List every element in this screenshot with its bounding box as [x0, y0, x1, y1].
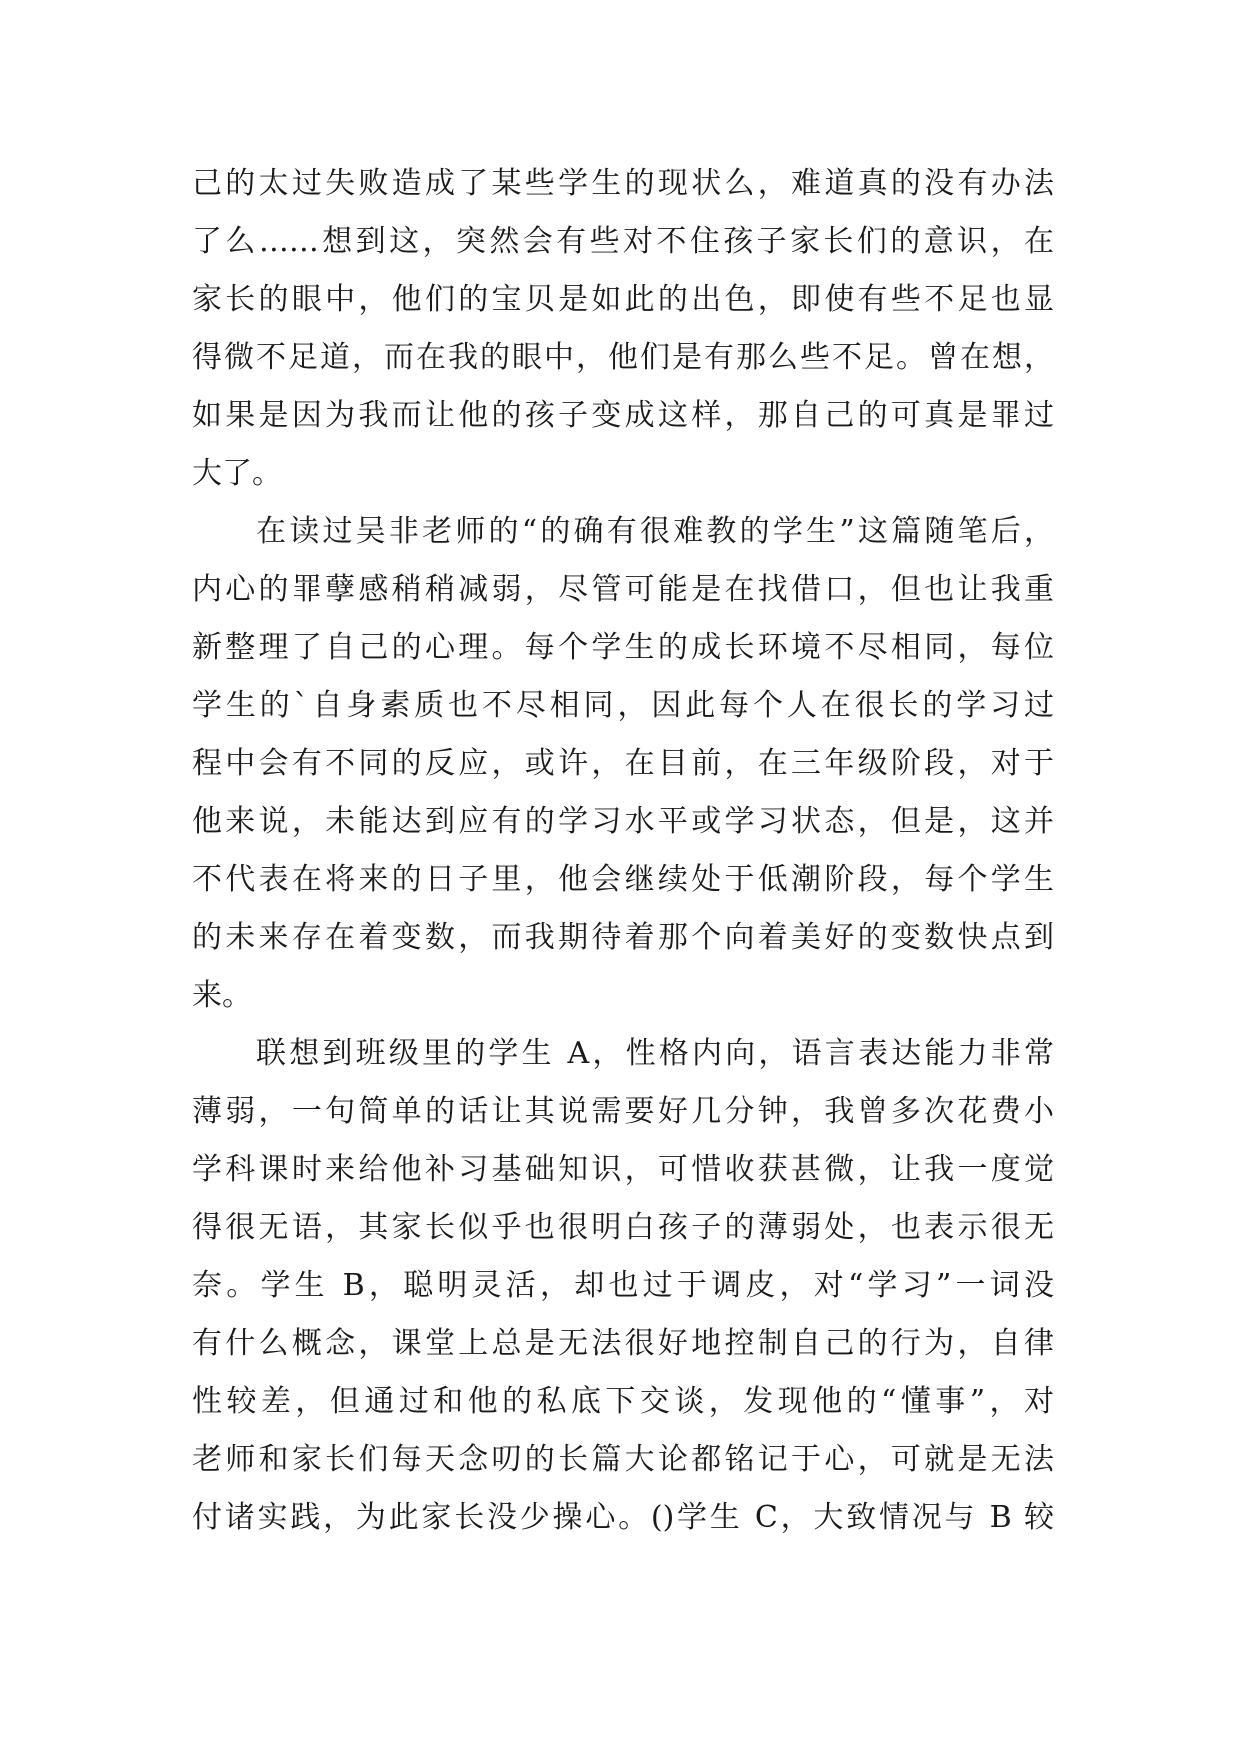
paragraph-1-line-6: 大了。: [192, 456, 282, 491]
document-body: [192, 155, 1054, 1547]
paragraph-3-line-8: 老师和家长们每天念叨的长篇大论都铭记于心，可就是无法: [192, 1442, 1054, 1477]
paragraph-2-line-6: 他来说，未能达到应有的学习水平或学习状态，但是，这并: [192, 804, 1054, 839]
paragraph-3-line-1: 联想到班级里的学生 A，性格内向，语言表达能力非常: [256, 1036, 1054, 1071]
paragraph-3-line-4: 得很无语，其家长似乎也很明白孩子的薄弱处，也表示很无: [192, 1210, 1054, 1245]
paragraph-3-line-9: 付诸实践，为此家长没少操心。()学生 C，大致情况与 B 较: [192, 1500, 1054, 1535]
paragraph-3-line-6: 有什么概念，课堂上总是无法很好地控制自己的行为，自律: [192, 1326, 1054, 1361]
paragraph-1-line-4: 得微不足道，而在我的眼中，他们是有那么些不足。曾在想，: [192, 340, 1054, 375]
paragraph-3-line-5: 奈。学生 B，聪明灵活，却也过于调皮，对“学习”一词没: [192, 1268, 1054, 1303]
paragraph-2-line-9: 来。: [192, 978, 252, 1013]
paragraph-2-line-2: 内心的罪孽感稍稍减弱，尽管可能是在找借口，但也让我重: [192, 572, 1054, 607]
paragraph-2-line-1: 在读过吴非老师的“的确有很难教的学生”这篇随笔后，: [256, 514, 1054, 549]
paragraph-3-line-3: 学科课时来给他补习基础知识，可惜收获甚微，让我一度觉: [192, 1152, 1054, 1187]
paragraph-3-line-7: 性较差，但通过和他的私底下交谈，发现他的“懂事”，对: [192, 1384, 1054, 1419]
paragraph-1-line-1: 己的太过失败造成了某些学生的现状么，难道真的没有办法: [192, 166, 1054, 201]
paragraph-2-line-5: 程中会有不同的反应，或许，在目前，在三年级阶段，对于: [192, 746, 1054, 781]
paragraph-1-line-5: 如果是因为我而让他的孩子变成这样，那自己的可真是罪过: [192, 398, 1054, 433]
paragraph-1-line-3: 家长的眼中，他们的宝贝是如此的出色，即使有些不足也显: [192, 282, 1054, 317]
paragraph-3-line-2: 薄弱，一句简单的话让其说需要好几分钟，我曾多次花费小: [192, 1094, 1054, 1129]
paragraph-2-line-4: 学生的`自身素质也不尽相同，因此每个人在很长的学习过: [192, 688, 1054, 723]
paragraph-2-line-8: 的未来存在着变数，而我期待着那个向着美好的变数快点到: [192, 920, 1054, 955]
paragraph-2-line-3: 新整理了自己的心理。每个学生的成长环境不尽相同，每位: [192, 630, 1054, 665]
paragraph-1-line-2: 了么……想到这，突然会有些对不住孩子家长们的意识，在: [192, 224, 1054, 259]
paragraph-2-line-7: 不代表在将来的日子里，他会继续处于低潮阶段，每个学生: [192, 862, 1054, 897]
